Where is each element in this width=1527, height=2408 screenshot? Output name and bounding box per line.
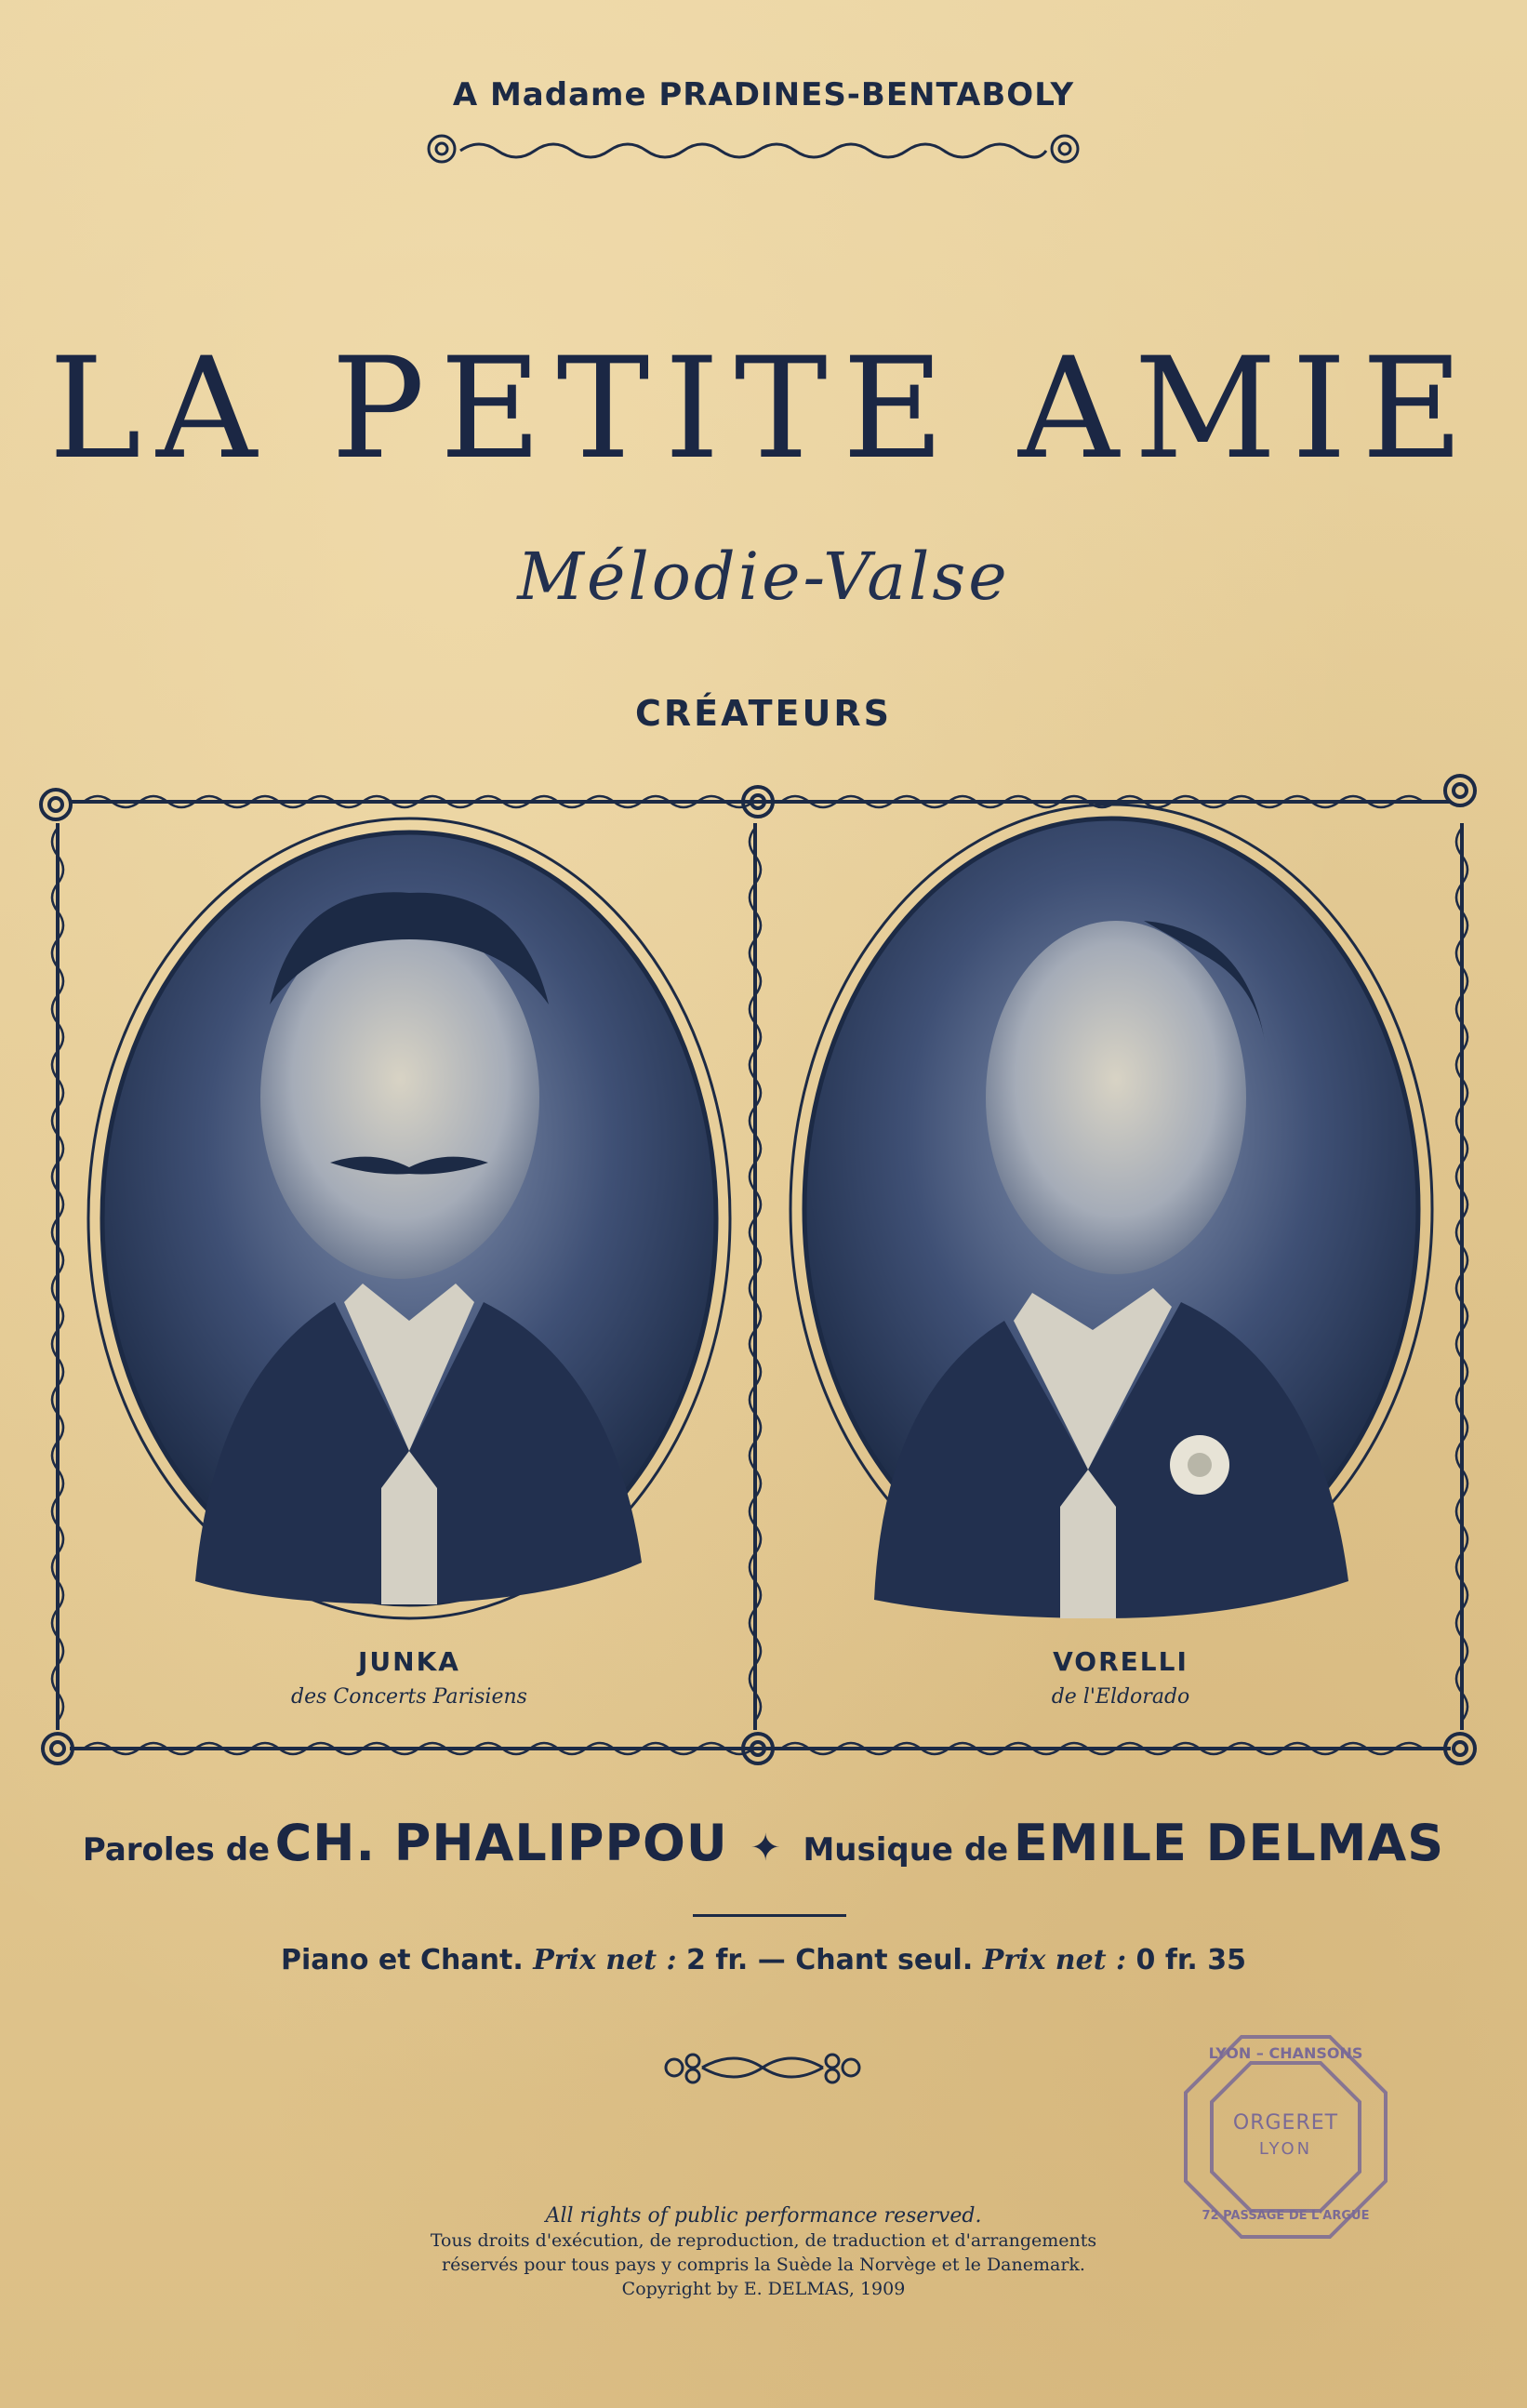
shop-stamp: LYON – CHANSONS ORGERET LYON 72 PASSAGE DE L'ARGUE — [1176, 2028, 1395, 2246]
dash: — — [757, 1944, 786, 1976]
prix-net-label-2: Prix net : — [982, 1944, 1127, 1976]
credits-line — [0, 1814, 1527, 1872]
copyright: Copyright by E. DELMAS, 1909 — [621, 2279, 906, 2299]
stamp-line-3: ORGERET — [1232, 2111, 1339, 2135]
price-line — [0, 1944, 1527, 1976]
chant-price: 0 fr. 35 — [1135, 1944, 1247, 1976]
piano-label: Piano et Chant. — [280, 1944, 524, 1976]
performer-venue-left: des Concerts Parisiens — [291, 1685, 527, 1709]
rights-line-2: réservés pour tous pays y compris la Suède la Norvège et le Danemark. — [442, 2255, 1085, 2275]
prix-net-label-1: Prix net : — [533, 1944, 677, 1976]
dedication: A Madame PRADINES-BENTABOLY — [452, 76, 1075, 113]
performer-venue-right: de l'Eldorado — [1051, 1685, 1190, 1709]
music-prefix: Musique de — [803, 1831, 1009, 1869]
piano-price: 2 fr. — [686, 1944, 749, 1976]
lyrics-prefix: Paroles de — [82, 1831, 271, 1869]
section-heading: CRÉATEURS — [635, 693, 892, 734]
rights-line-1: Tous droits d'exécution, de reproduction, de traduction et d'arrangements — [430, 2230, 1097, 2251]
portrait-junka — [88, 818, 730, 1618]
stamp-line-2: CHANSONS — [1268, 2044, 1363, 2062]
performer-name-left: JUNKA — [358, 1646, 460, 1677]
divider — [693, 1914, 846, 1917]
fleuron-icon: ✦ — [750, 1827, 781, 1869]
rights-notice: All rights of public performance reserved. — [545, 2204, 982, 2228]
performer-name-right: VORELLI — [1053, 1646, 1188, 1677]
portrait-vorelli — [790, 805, 1432, 1618]
footer — [0, 2204, 1527, 2301]
stamp-line-5: 72 PASSAGE DE L'ARGUE — [1202, 2209, 1370, 2223]
chant-label: Chant seul. — [795, 1944, 974, 1976]
composer: EMILE DELMAS — [1013, 1814, 1445, 1872]
page-title: LA PETITE AMIE — [48, 328, 1479, 490]
stamp-line-4: LYON — [1258, 2139, 1313, 2159]
subtitle: Mélodie-Valse — [517, 539, 1010, 615]
stamp-line-1: LYON — [1208, 2044, 1252, 2062]
ornament-small — [651, 2044, 874, 2091]
lyricist: CH. PHALIPPOU — [274, 1814, 728, 1872]
